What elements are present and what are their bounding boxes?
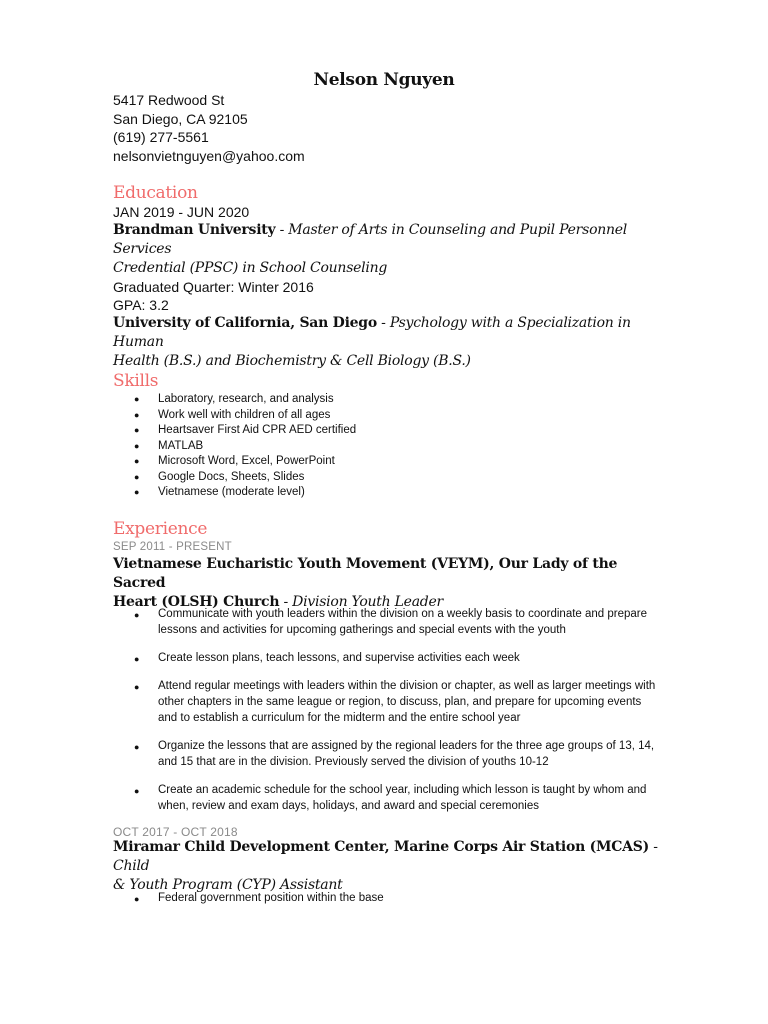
bullet-icon: ● bbox=[134, 471, 140, 482]
address-line-2: San Diego, CA 92105 bbox=[113, 110, 248, 127]
skills-list bbox=[113, 392, 356, 501]
candidate-name: Nelson Nguyen bbox=[313, 70, 455, 90]
school-name: Brandman University bbox=[113, 222, 276, 238]
experience-heading: Experience bbox=[113, 519, 208, 539]
job-2-bullets bbox=[113, 890, 658, 906]
separator: - bbox=[376, 315, 390, 331]
job-dates-1: SEP 2011 - PRESENT bbox=[113, 541, 232, 553]
list-item: ● Heartsaver First Aid CPR AED certified bbox=[113, 423, 356, 439]
bullet-icon: ● bbox=[134, 440, 140, 451]
list-item: ● Create an academic schedule for the school year, including which lesson is taught by whom and when, review and exam days, holidays, and award and special ceremonies bbox=[134, 784, 647, 812]
job-role-line-1: Child bbox=[113, 858, 150, 874]
list-item: ● Federal government position within the base bbox=[113, 890, 658, 906]
phone-number: (619) 277-5561 bbox=[113, 129, 209, 145]
bullet-icon: ● bbox=[134, 456, 140, 466]
education-heading: Education bbox=[113, 183, 198, 203]
bullet-icon: ● bbox=[134, 610, 140, 620]
separator: - bbox=[649, 839, 658, 855]
experience-entry-1 bbox=[113, 555, 658, 612]
bullet-icon: ● bbox=[134, 682, 140, 692]
graduated-quarter: Graduated Quarter: Winter 2016 bbox=[113, 279, 314, 295]
contact-block bbox=[113, 91, 305, 165]
education-entry-1 bbox=[113, 221, 658, 278]
organization-line-1: Vietnamese Eucharistic Youth Movement (VEYM), Our Lady of the Sacred bbox=[113, 556, 618, 591]
education-dates-1: JAN 2019 - JUN 2020 bbox=[113, 204, 250, 220]
job-role-line-2: & Youth Program (CYP) Assistant bbox=[113, 877, 343, 893]
list-item: ● MATLAB bbox=[113, 439, 356, 455]
job-1-bullets bbox=[113, 606, 658, 814]
bullet-icon: ● bbox=[134, 409, 140, 420]
job-dates-2: OCT 2017 - OCT 2018 bbox=[113, 825, 238, 839]
bullet-icon: ● bbox=[134, 786, 140, 796]
job-role: Division Youth Leader bbox=[292, 594, 443, 610]
address-line-1: 5417 Redwood St bbox=[113, 92, 225, 108]
bullet-icon: ● bbox=[134, 425, 140, 435]
school-name: University of California, San Diego bbox=[113, 315, 377, 331]
bullet-icon: ● bbox=[134, 894, 140, 904]
experience-entry-2 bbox=[113, 838, 658, 895]
list-item: ● Microsoft Word, Excel, PowerPoint bbox=[113, 454, 356, 470]
degree-line-1: Psychology with a Specialization in Human bbox=[113, 315, 631, 350]
education-entry-2 bbox=[113, 314, 658, 371]
separator: - bbox=[275, 222, 289, 238]
list-item: ● Attend regular meetings with leaders within the division or chapter, as well as larger meetings with other chapters in the same league or region, to discuss, plan, and prepare for upcoming events and to establish a curriculum for the midterm and the entire school year bbox=[134, 680, 656, 724]
list-item: ● Laboratory, research, and analysis bbox=[113, 392, 356, 408]
degree-line-1: Master of Arts in Counseling and Pupil Personnel Services bbox=[113, 222, 628, 257]
list-item: ● Google Docs, Sheets, Slides bbox=[113, 470, 356, 486]
bullet-icon: ● bbox=[134, 487, 140, 497]
degree-line-2: Health (B.S.) and Biochemistry & Cell Biology (B.S.) bbox=[113, 353, 471, 369]
skills-heading: Skills bbox=[113, 371, 159, 391]
bullet-icon: ● bbox=[134, 742, 140, 752]
list-item: ● Create lesson plans, teach lessons, and supervise activities each week bbox=[113, 650, 658, 666]
email-address: nelsonvietnguyen@yahoo.com bbox=[113, 147, 305, 164]
gpa: GPA: 3.2 bbox=[113, 297, 169, 313]
degree-line-2: Credential (PPSC) in School Counseling bbox=[113, 260, 388, 276]
organization-line-2: Heart (OLSH) Church bbox=[113, 594, 280, 610]
list-item: ● Organize the lessons that are assigned by the regional leaders for the three age groups of 13, 14, and 15 that are in the division. Previously served the division of youths 10-12 bbox=[134, 740, 655, 768]
organization: Miramar Child Development Center, Marine Corps Air Station (MCAS) bbox=[113, 839, 649, 855]
list-item: ● Vietnamese (moderate level) bbox=[113, 485, 356, 501]
list-item: ● Work well with children of all ages bbox=[113, 408, 356, 424]
separator: - bbox=[279, 594, 293, 610]
list-item: ● Communicate with youth leaders within the division on a weekly basis to coordinate and prepare lessons and activities for upcoming gatherings and special events with the youth bbox=[134, 608, 648, 636]
bullet-icon: ● bbox=[134, 394, 140, 404]
bullet-icon: ● bbox=[134, 654, 140, 664]
